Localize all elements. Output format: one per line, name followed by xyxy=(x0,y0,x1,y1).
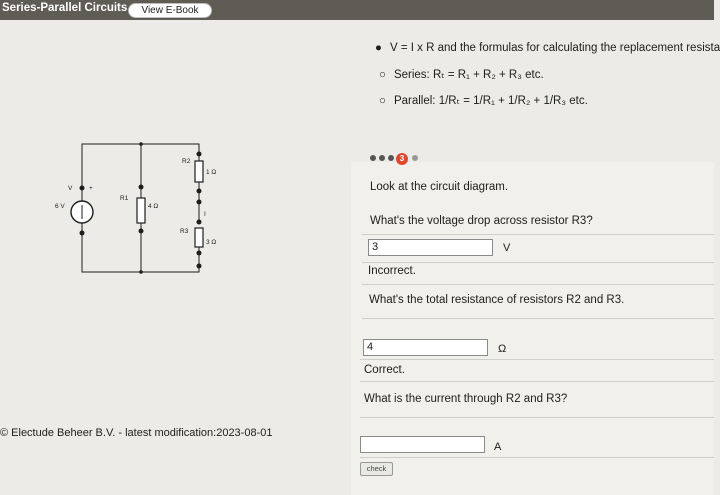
copyright-footer: © Electude Beheer B.V. - latest modification:2023-08-01 xyxy=(0,427,273,439)
node-current-label: I xyxy=(204,211,206,218)
r3-name-label: R3 xyxy=(180,228,189,235)
measurement-node xyxy=(80,231,85,236)
question-2-unit: Ω xyxy=(498,343,507,355)
measurement-node xyxy=(139,185,144,190)
source-value-label: 6 V xyxy=(55,203,65,210)
source-plus-label: + xyxy=(89,185,93,192)
check-button[interactable]: check xyxy=(360,462,393,476)
step-dot[interactable] xyxy=(412,155,418,161)
divider xyxy=(362,284,714,285)
r3-value-label: 3 Ω xyxy=(206,239,217,246)
measurement-node xyxy=(197,251,202,256)
circle-bullet-icon: ○ xyxy=(379,69,386,81)
divider xyxy=(362,262,714,263)
junction-node xyxy=(139,142,143,146)
question-3-answer-input[interactable] xyxy=(360,436,485,453)
view-ebook-button[interactable]: View E-Book xyxy=(128,3,212,18)
formula-series: ○ Series: Rₜ = R₁ + R₂ + R₃ etc. xyxy=(379,69,544,81)
measurement-node xyxy=(197,220,202,225)
measurement-node xyxy=(139,229,144,234)
question-1-text: What's the voltage drop across resistor R3? xyxy=(370,215,593,227)
question-3-text: What is the current through R2 and R3? xyxy=(364,393,568,405)
source-symbol-label: V xyxy=(68,185,73,192)
current-step-indicator[interactable]: 3 xyxy=(396,153,408,165)
circle-bullet-icon: ○ xyxy=(379,95,386,107)
resistor-r3 xyxy=(195,228,203,247)
measurement-node xyxy=(80,186,85,191)
r1-name-label: R1 xyxy=(120,195,129,202)
question-2-feedback: Correct. xyxy=(364,364,405,376)
divider xyxy=(362,318,714,319)
junction-node xyxy=(139,270,143,274)
top-bar xyxy=(0,0,714,20)
divider xyxy=(360,381,714,382)
step-dot[interactable] xyxy=(379,155,385,161)
step-dot[interactable] xyxy=(388,155,394,161)
resistor-r2 xyxy=(195,161,203,182)
measurement-node xyxy=(197,200,202,205)
measurement-node xyxy=(197,264,202,269)
formula-parallel: ○ Parallel: 1/Rₜ = 1/R₁ + 1/R₂ + 1/R₃ etc. xyxy=(379,95,588,107)
question-2-text: What's the total resistance of resistors R2 and R3. xyxy=(369,294,625,306)
exercise-intro: Look at the circuit diagram. xyxy=(370,181,509,193)
divider xyxy=(360,359,714,360)
question-1-feedback: Incorrect. xyxy=(368,265,416,277)
bullet-icon: ● xyxy=(375,42,382,54)
r1-value-label: 4 Ω xyxy=(148,203,159,210)
measurement-node xyxy=(197,152,202,157)
circuit-diagram xyxy=(56,138,246,278)
r2-name-label: R2 xyxy=(182,158,191,165)
question-1-answer-input[interactable]: 3 xyxy=(368,239,493,256)
divider xyxy=(362,234,714,235)
question-1-unit: V xyxy=(503,242,511,254)
step-dot[interactable] xyxy=(370,155,376,161)
app-title: Series-Parallel Circuits xyxy=(2,2,128,14)
measurement-node xyxy=(197,189,202,194)
divider xyxy=(360,457,714,458)
r2-value-label: 1 Ω xyxy=(206,169,217,176)
question-2-answer-input[interactable]: 4 xyxy=(363,339,488,356)
divider xyxy=(360,417,714,418)
formula-ohm: ● V = I x R and the formulas for calculating the replacement resista xyxy=(375,42,720,54)
resistor-r1 xyxy=(137,198,145,223)
question-3-unit: A xyxy=(494,441,502,453)
